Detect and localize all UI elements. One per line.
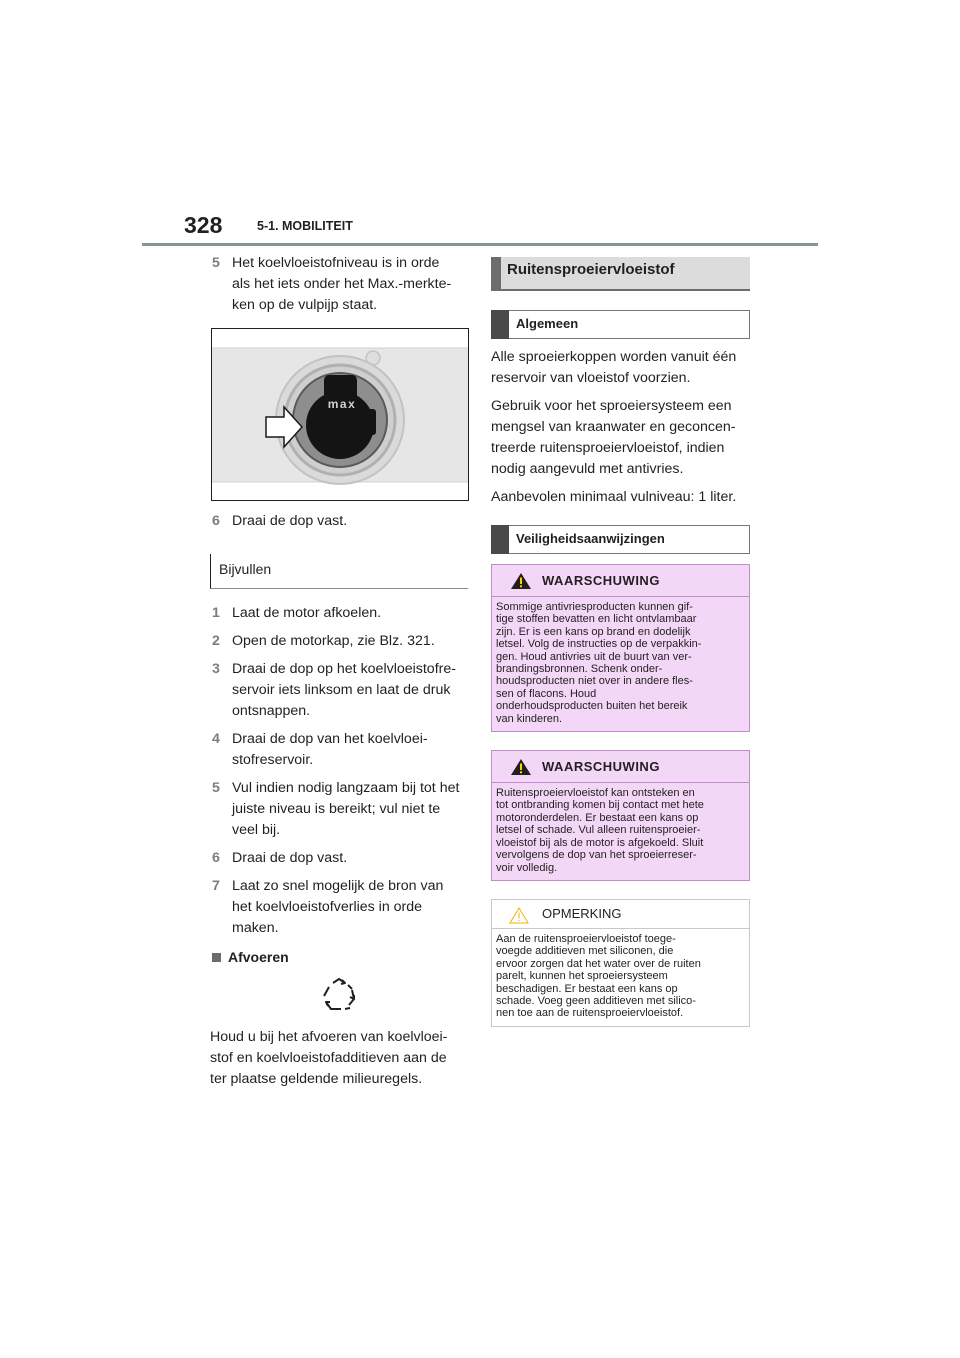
warning-line: letsel of schade. Vul alleen ruitensproeier-: [496, 824, 701, 837]
general-paragraph-2: [491, 396, 750, 480]
warning-line: vervolgens de dop van het sproeierreser-: [496, 849, 697, 862]
para-line: Houd u bij het afvoeren van koelvloei-: [210, 1029, 448, 1045]
warning-title: WAARSCHUWING: [542, 759, 660, 775]
coolant-cap-figure: [211, 328, 469, 501]
note-header: [492, 900, 749, 929]
step-line: Laat de motor afkoelen.: [232, 605, 382, 621]
warning-line: houdsproducten niet over in andere fles-: [496, 675, 693, 688]
step-line: het koelvloeistofverlies in orde: [232, 899, 423, 915]
warning-header: [492, 751, 749, 783]
warning-line: zijn. Er is een kans op brand en dodelijk: [496, 625, 691, 638]
warning-line: motoronderdelen. Er bestaat een kans op: [496, 811, 699, 824]
step-line: servoir iets linksom en laat de druk: [232, 682, 451, 698]
para-line: reservoir van vloeistof voorzien.: [491, 370, 691, 386]
section-heading: [491, 257, 750, 291]
step-line: Open de motorkap, zie Blz. 321.: [232, 633, 435, 649]
note-title: OPMERKING: [542, 905, 622, 921]
para-line: treerde ruitensproeiervloeistof, indien: [491, 440, 725, 456]
step-number: 6: [212, 513, 220, 529]
para-line: Alle sproeierkoppen worden vanuit één: [491, 349, 737, 365]
warning-box-2: [491, 750, 750, 881]
refill-step: [210, 778, 468, 841]
para-line: mengsel van kraanwater en geconcen-: [491, 419, 736, 435]
step-line: als het iets onder het Max.-merkte-: [232, 276, 452, 292]
step-line: Laat zo snel mogelijk de bron van: [232, 878, 444, 894]
general-paragraph-3: [491, 487, 750, 508]
general-paragraph-1: [491, 347, 750, 389]
warning-box-1: [491, 564, 750, 732]
section-heading-label: Ruitensproeiervloeistof: [507, 261, 675, 278]
step-number: 4: [212, 731, 220, 747]
para-line: ter plaatse geldende milieuregels.: [210, 1071, 423, 1087]
warning-line: letsel. Volg de instructies op de verpakkin-: [496, 638, 702, 651]
dispose-paragraph: [210, 1027, 468, 1090]
note-triangle-icon: [509, 907, 529, 924]
note-line: ervoor zorgen dat het water over de ruiten: [496, 957, 701, 970]
refill-step: [210, 631, 468, 652]
header-rule: [142, 243, 818, 246]
recycle-icon: [319, 975, 359, 1015]
refill-step: [210, 659, 468, 722]
para-line: Aanbevolen minimaal vulniveau: 1 liter.: [491, 489, 737, 505]
section-title: 5-1. MOBILITEIT: [257, 219, 353, 233]
step-line: stofreservoir.: [232, 752, 314, 768]
note-text: [492, 929, 749, 1026]
warning-line: sen of flacons. Houd: [496, 687, 597, 700]
page-number: 328: [184, 212, 223, 238]
heading-bar: [491, 310, 509, 339]
warning-line: tot ontbranding komen bij contact met hete: [496, 799, 704, 812]
note-line: beschadigen. Er bestaat een kans op: [496, 982, 678, 995]
refill-step: [210, 848, 468, 869]
note-line: nen toe aan de ruitensproeiervloeistof.: [496, 1007, 684, 1020]
warning-header: [492, 565, 749, 597]
step-line: Het koelvloeistofniveau is in orde: [232, 255, 440, 271]
warning-line: van kinderen.: [496, 712, 563, 725]
warning-triangle-icon: [511, 759, 531, 775]
note-line: parelt, kunnen het sproeiersysteem: [496, 970, 668, 983]
warning-title: WAARSCHUWING: [542, 573, 660, 588]
warning-text: [492, 597, 749, 731]
right-column: [491, 257, 750, 1027]
warning-line: voir volledig.: [496, 861, 558, 874]
dispose-heading: [210, 949, 468, 965]
step-line: veel bij.: [232, 822, 281, 838]
note-line: voegde additieven met siliconen, die: [496, 945, 674, 958]
step-line: Draai de dop op het koelvloeistofre-: [232, 661, 456, 677]
step-line: ontsnappen.: [232, 703, 311, 719]
warning-triangle-icon: [511, 573, 531, 589]
para-line: nodig aangevuld met antivries.: [491, 461, 684, 477]
warning-line: vloeistof bij als de motor is afgekoeld. Sluit: [496, 836, 704, 849]
step-number: 2: [212, 633, 220, 649]
para-line: stof en koelvloeistofadditieven aan de: [210, 1050, 447, 1066]
warning-text: [492, 783, 749, 880]
step-line: Vul indien nodig langzaam bij tot het: [232, 780, 460, 796]
warning-line: Ruitensproeiervloeistof kan ontsteken en: [496, 787, 695, 800]
heading-bar: [491, 257, 501, 291]
step-line: ken op de vulpijp staat.: [232, 297, 378, 313]
safety-heading: [491, 525, 750, 554]
warning-line: Sommige antivriesproducten kunnen gif-: [496, 601, 693, 613]
step-6-cap: [210, 511, 468, 532]
step-5-top: [210, 253, 468, 316]
refill-step: [210, 603, 468, 624]
heading-bar: [491, 525, 509, 554]
general-heading: [491, 310, 750, 339]
max-mark: max: [327, 397, 357, 411]
step-line: Draai de dop vast.: [232, 513, 348, 529]
left-column: [210, 253, 468, 1097]
warning-line: gen. Houd antivries uit de buurt van ver-: [496, 650, 692, 663]
coolant-cap-illustration: [212, 329, 468, 500]
note-line: schade. Voeg geen additieven met silico-: [496, 994, 696, 1007]
para-line: Gebruik voor het sproeiersysteem een: [491, 398, 732, 414]
step-number: 5: [212, 255, 220, 271]
refill-subheading-label: Bijvullen: [219, 561, 272, 577]
general-heading-label: Algemeen: [516, 316, 579, 331]
step-number: 3: [212, 661, 220, 677]
step-number: 7: [212, 878, 220, 894]
step-number: 5: [212, 780, 220, 796]
warning-line: tige stoffen bevatten en licht ontvlambaar: [496, 613, 697, 626]
warning-line: onderhoudsproducten buiten het bereik: [496, 700, 688, 713]
step-line: maken.: [232, 920, 279, 936]
warning-line: brandingsbronnen. Schenk onder-: [496, 663, 663, 676]
note-box: [491, 899, 750, 1027]
safety-heading-label: Veiligheidsaanwijzingen: [516, 531, 665, 546]
step-line: Draai de dop van het koelvloei-: [232, 731, 428, 747]
note-line: Aan de ruitensproeiervloeistof toege-: [496, 932, 676, 945]
refill-subheading: [210, 554, 468, 589]
refill-step: [210, 729, 468, 771]
refill-step: [210, 876, 468, 939]
step-number: 6: [212, 850, 220, 866]
bullet-square-icon: [212, 953, 221, 962]
step-line: Draai de dop vast.: [232, 850, 348, 866]
step-number: 1: [212, 605, 220, 621]
step-line: juiste niveau is bereikt; vul niet te: [232, 801, 441, 817]
dispose-heading-label: Afvoeren: [228, 949, 289, 965]
